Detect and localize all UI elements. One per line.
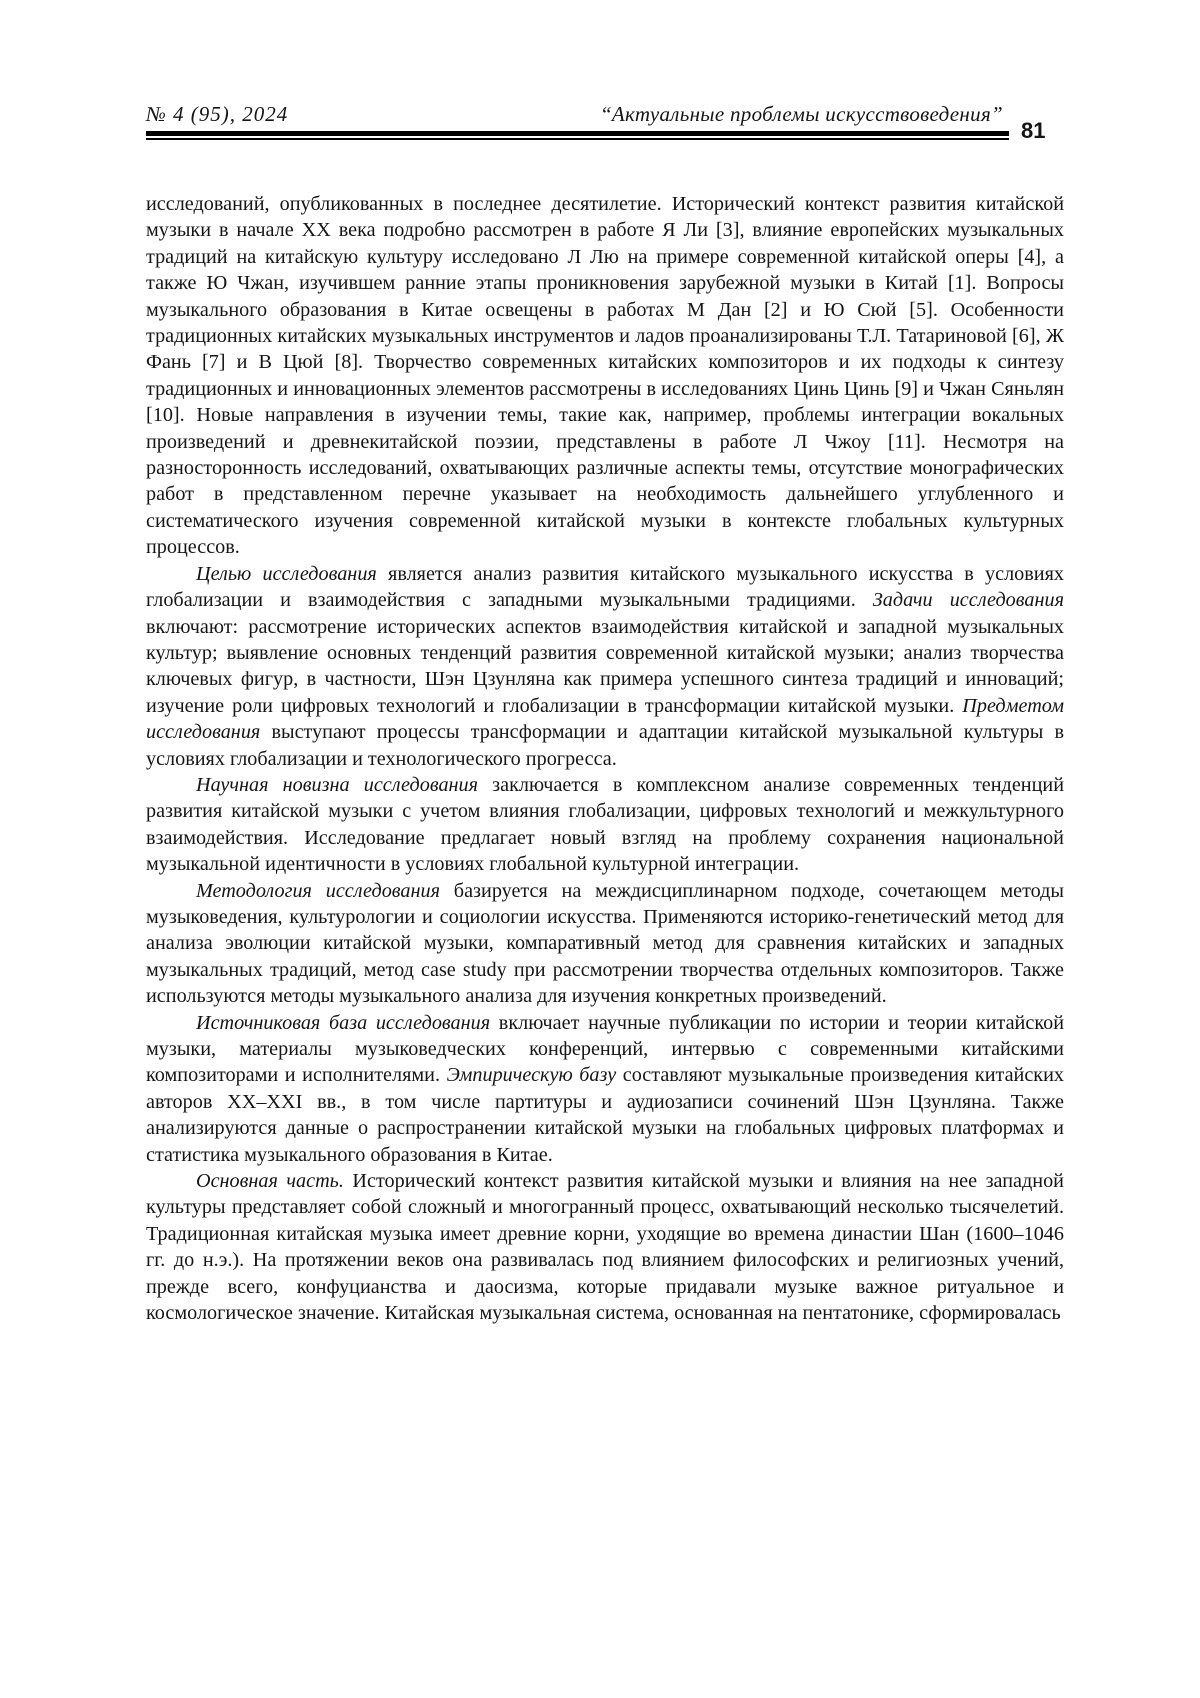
header-rule-thin (146, 138, 1009, 140)
paragraph-research-goal: Целью исследования является анализ развития китайского музыкального искусства в условиях глобализации и взаимодействия с западными музыкальными традициями. Задачи исследования включают: рассмотрение исторических аспектов взаимодействия китайской и западной музыкальных культур; выявление основных тенденций развития современной китайской музыки; анализ творчества ключевых фигур, в частности, Шэн Цзунляна как примера успешного синтеза традиций и инноваций; изучение роли цифровых технологий и глобализации в трансформации китайской музыки. Предметом исследования выступают процессы трансформации и адаптации китайской музыкальной культуры в условиях глобализации и технологического прогресса. (146, 561, 1064, 772)
paragraph-methodology: Методология исследования базируется на междисциплинарном подходе, сочетающем методы музыковедения, культурологии и социологии искусства. Применяются историко-генетический метод для анализа эволюции китайской музыки, компаративный метод для сравнения китайских и западных музыкальных традиций, метод case study при рассмотрении творчества отдельных композиторов. Также используются методы музыкального анализа для изучения конкретных произведений. (146, 878, 1064, 1010)
term-subject: Предметом исследования (146, 695, 1064, 743)
term-methodology: Методология исследования (196, 880, 440, 902)
term-tasks: Задачи исследования (873, 589, 1064, 611)
paragraph-literature-review: исследований, опубликованных в последнее десятилетие. Исторический контекст развития китайской музыки в начале XX века подробно рассмотрен в работе Я Ли [3], влияние европейских музыкальных традиций на китайскую культуру исследовано Л Лю на примере современной китайской оперы [4], а также Ю Чжан, изучившем ранние этапы проникновения зарубежной музыки в Китай [1]. Вопросы музыкального образования в Китае освещены в работах М Дан [2] и Ю Сюй [5]. Особенности традиционных китайских музыкальных инструментов и ладов проанализированы Т.Л. Татариновой [6], Ж Фань [7] и В Цюй [8]. Творчество современных китайских композиторов и их подходы к синтезу традиционных и инновационных элементов рассмотрены в исследованиях Цинь Цинь [9] и Чжан Сяньлян [10]. Новые направления в изучении темы, такие как, например, проблемы интеграции вокальных произведений и древнекитайской поэзии, представлены в работе Л Чжоу [11]. Несмотря на разносторонность исследований, охватывающих различные аспекты темы, отсутствие монографических работ в представленном перечне указывает на необходимость дальнейшего углубленного и систематического изучения современной китайской музыки в контексте глобальных культурных процессов. (146, 191, 1064, 561)
running-header (146, 96, 1009, 136)
paragraph-novelty: Научная новизна исследования заключается в комплексном анализе современных тенденций развития китайской музыки с учетом влияния глобализации, цифровых технологий и межкультурного взаимодействия. Исследование предлагает новый взгляд на проблему сохранения национальной музыкальной идентичности в условиях глобальной культурной интеграции. (146, 772, 1064, 878)
page-number: 81 (1021, 118, 1045, 144)
term-sources: Источниковая база исследования (196, 1012, 490, 1034)
term-main-part: Основная часть. (196, 1170, 344, 1192)
paragraph-main-part: Основная часть. Исторический контекст развития китайской музыки и влияния на нее западной культуры представляет собой сложный и многогранный процесс, охватывающий несколько тысячелетий. Традиционная китайская музыка имеет древние корни, уходящие во времена династии Шан (1600–1046 гг. до н.э.). На протяжении веков она развивалась под влиянием философских и религиозных учений, прежде всего, конфуцианства и даосизма, которые придавали музыке важное ритуальное и космологическое значение. Китайская музыкальная система, основанная на пентатонике, сформировалась (146, 1168, 1064, 1326)
header-rule-thick (146, 131, 1009, 136)
paragraph-sources: Источниковая база исследования включает научные публикации по истории и теории китайской музыки, материалы музыковедческих конференций, интервью с современными китайскими композиторами и исполнителями. Эмпирическую базу составляют музыкальные произведения китайских авторов XX–XXI вв., в том числе партитуры и аудиозаписи сочинений Шэн Цзунляна. Также анализируются данные о распространении китайской музыки на глобальных цифровых платформах и статистика музыкального образования в Китае. (146, 1010, 1064, 1168)
article-body (146, 191, 1064, 1326)
journal-title: “Актуальные проблемы искусствоведения” (600, 102, 1003, 127)
term-empirical-base: Эмпирическую базу (447, 1064, 617, 1086)
term-goal: Целью исследования (196, 563, 377, 585)
issue-number: № 4 (95), 2024 (146, 102, 288, 127)
term-novelty: Научная новизна исследования (196, 774, 478, 796)
